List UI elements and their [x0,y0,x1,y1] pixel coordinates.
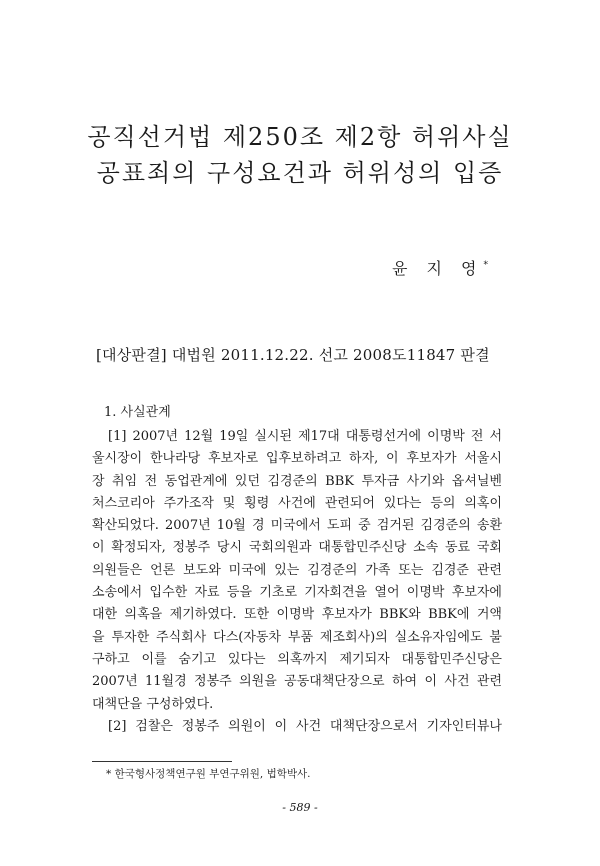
body-line: 을 투자한 주식회사 다스(자동차 부품 제조회사)의 실소유자임에도 불 [92,629,502,645]
body-line: 대책단을 구성하였다. [92,696,214,712]
body-line: 확산되었다. 2007년 10월 경 미국에서 도피 중 검거된 김경준의 송환 [92,518,502,534]
body-line: 이 확정되자, 정봉주 당시 국회의원과 대통합민주신당 소속 동료 국회 [92,540,502,556]
author-footnote-mark: * [483,260,488,271]
body-line: 2007년 11월경 정봉주 의원을 공동대책단장으로 하여 이 사건 관련 [92,674,502,690]
body-line: 대한 의혹을 제기하였다. 또한 이명박 후보자가 BBK와 BBK에 거액 [92,607,502,623]
body-text [92,426,502,738]
body-line: 구하고 이를 숨기고 있다는 의혹까지 제기되자 대통합민주신당은 [92,651,502,667]
title-line-2: 공표죄의 구성요건과 허위성의 입증 [96,159,504,187]
section-heading: 1. 사실관계 [104,405,171,420]
author [360,256,488,279]
body-line: [2] 검찰은 정봉주 의원이 이 사건 대책단장으로서 기자인터뷰나 [108,718,502,734]
footnote-divider [92,761,232,762]
page-number: - 589 - [282,801,318,814]
body-line: 소송에서 입수한 자료 등을 기초로 기자회견을 열어 이명박 후보자에 [92,585,502,601]
title-line-1: 공직선거법 제250조 제2항 허위사실 [87,123,513,151]
footnote: * 한국형사정책연구원 부연구위원, 법학박사. [106,768,311,780]
case-reference: [대상판결] 대법원 2011.12.22. 선고 2008도11847 판결 [96,346,490,364]
body-line: 울시장이 한나라당 후보자로 입후보하려고 하자, 이 후보자가 서울시 [92,451,502,467]
body-line: 처스코리아 주가조작 및 횡령 사건에 관련되어 있다는 등의 의혹이 [92,495,502,511]
body-line: 의원들은 언론 보도와 미국에 있는 김경준의 가족 또는 김경준 관련 [92,562,502,578]
author-name: 윤 지 영 [391,259,484,278]
body-line: 장 취임 전 동업관계에 있던 김경준의 BBK 투자금 사기와 옵셔닐벤 [92,473,502,489]
body-line: [1] 2007년 12월 19일 실시된 제17대 대통령선거에 이명박 전 서 [108,429,502,444]
